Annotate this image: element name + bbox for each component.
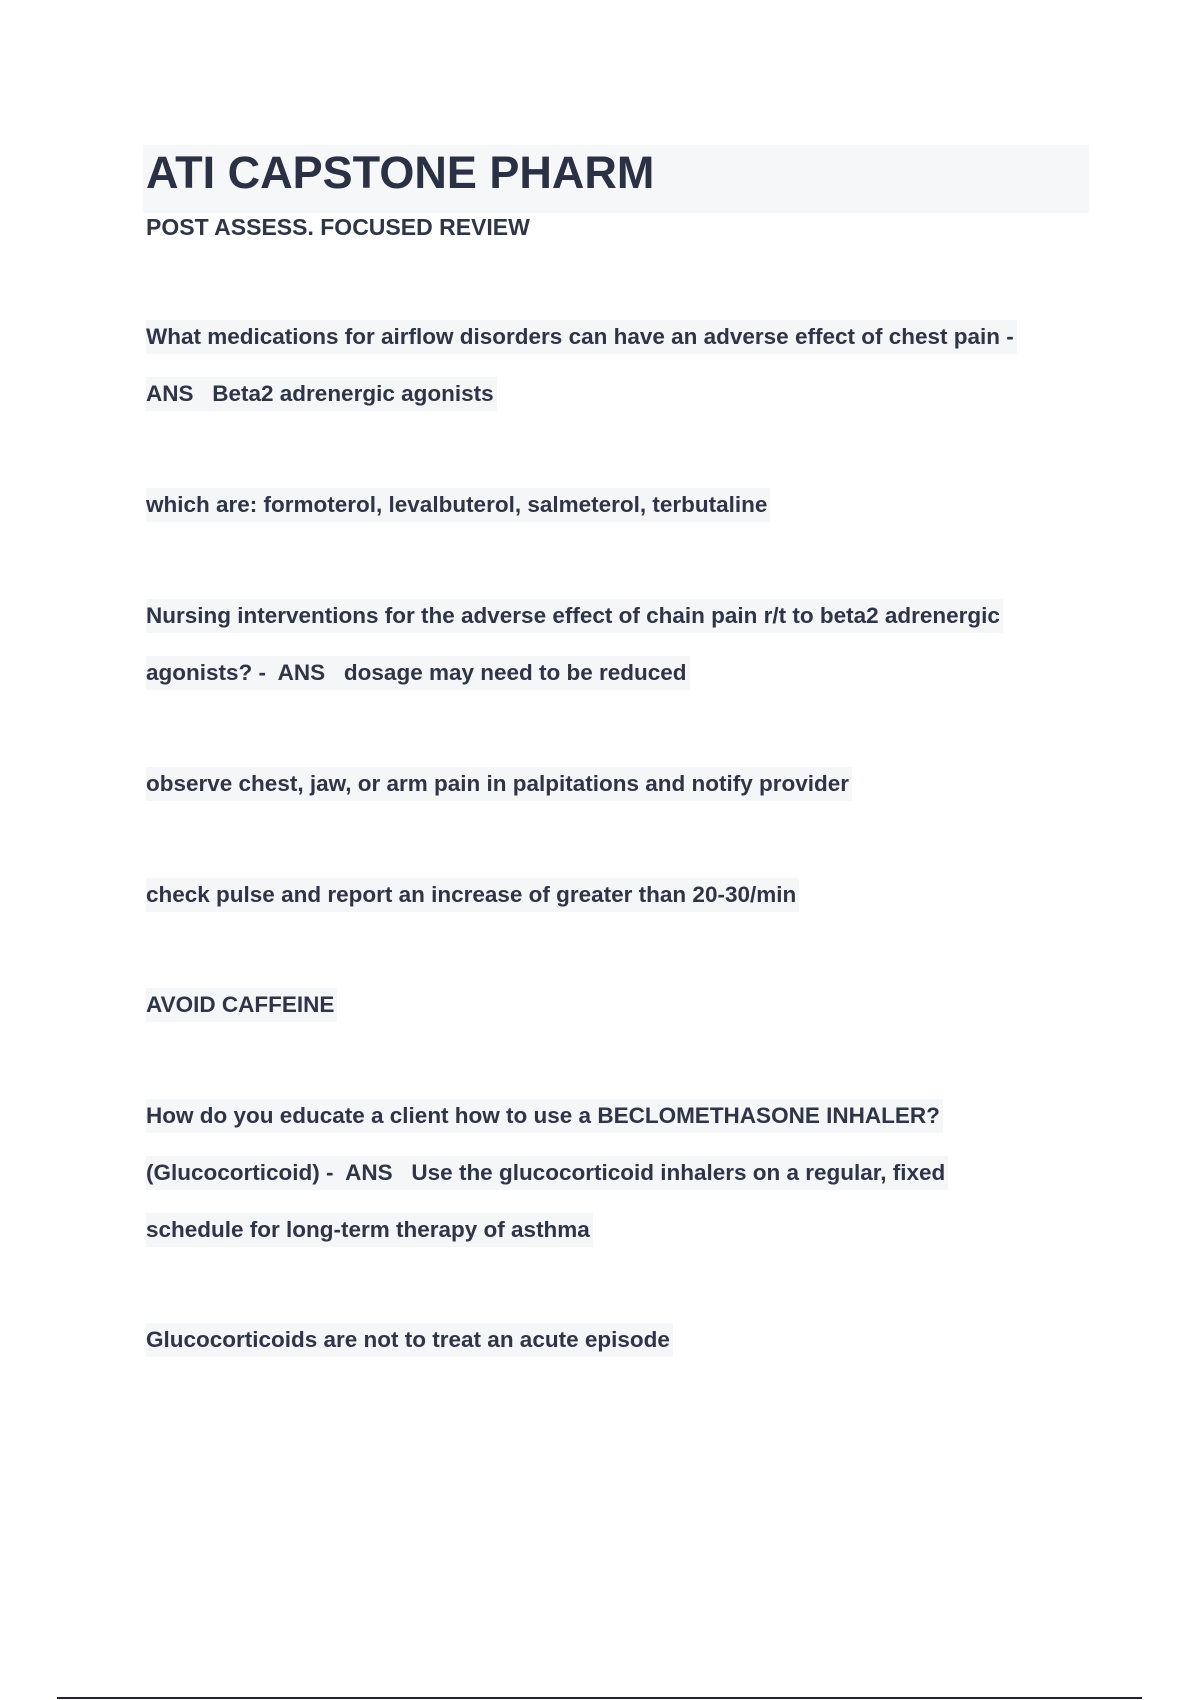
- question-2-line-1: Nursing interventions for the adverse effect of chain pain r/t to beta2 adrenergic: [146, 599, 1003, 633]
- document-title: ATI CAPSTONE PHARM: [146, 147, 655, 198]
- answer-1-detail: which are: formoterol, levalbuterol, salmeterol, terbutaline: [146, 488, 770, 522]
- question-3-line-3: schedule for long-term therapy of asthma: [146, 1213, 593, 1247]
- question-2-line-2: agonists? - ANS dosage may need to be reduced: [146, 656, 690, 690]
- answer-2-detail-3: AVOID CAFFEINE: [146, 988, 337, 1022]
- question-3-line-1: How do you educate a client how to use a BECLOMETHASONE INHALER?: [146, 1099, 943, 1133]
- question-1-line-2: ANS Beta2 adrenergic agonists: [146, 377, 497, 411]
- answer-2-detail-2: check pulse and report an increase of greater than 20-30/min: [146, 878, 799, 912]
- document-subtitle: POST ASSESS. FOCUSED REVIEW: [146, 214, 530, 240]
- footer-rule: [57, 1697, 1142, 1699]
- answer-3-detail: Glucocorticoids are not to treat an acute episode: [146, 1323, 673, 1357]
- question-3-line-2: (Glucocorticoid) - ANS Use the glucocorticoid inhalers on a regular, fixed: [146, 1156, 948, 1190]
- answer-2-detail-1: observe chest, jaw, or arm pain in palpitations and notify provider: [146, 767, 852, 801]
- question-1-line-1: What medications for airflow disorders can have an adverse effect of chest pain -: [146, 320, 1017, 354]
